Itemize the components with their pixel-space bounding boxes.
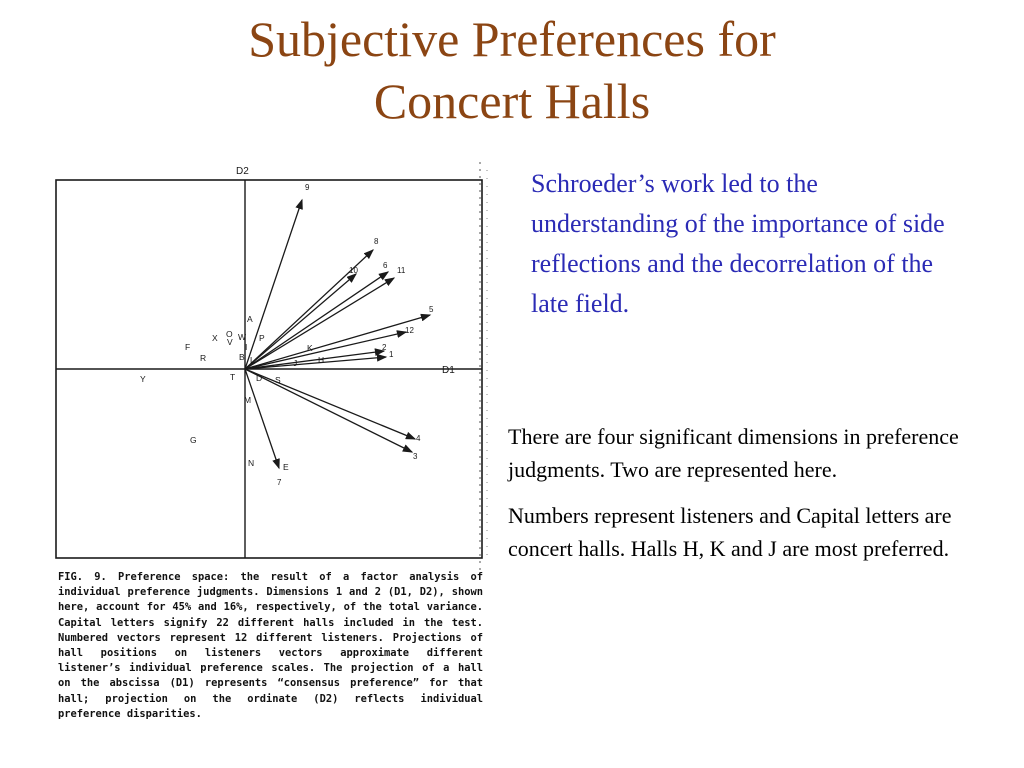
- hall-label-W: W: [238, 332, 247, 342]
- listener-label-4: 4: [416, 434, 421, 443]
- hall-label-X: X: [212, 333, 218, 343]
- listener-vector-4: [245, 369, 415, 439]
- listener-label-9: 9: [305, 183, 310, 192]
- listener-vector-3: [245, 369, 412, 452]
- hall-label-N: N: [248, 458, 255, 468]
- body-text-block: [508, 420, 998, 578]
- slide-title-line-1: Subjective Preferences for: [248, 11, 776, 67]
- preference-space-plot: [40, 160, 500, 580]
- hall-label-D: D: [256, 373, 263, 383]
- slide-title-line-2: Concert Halls: [373, 73, 651, 129]
- hall-label-S: S: [275, 375, 281, 385]
- listener-label-11: 11: [397, 266, 406, 275]
- hall-label-R: R: [200, 353, 207, 363]
- hall-label-O: O: [226, 329, 233, 339]
- highlight-paragraph: Schroeder’s work led to the understanding of the importance of side reflections and the decorrelation of the late field.: [531, 169, 945, 318]
- hall-label-H: H: [318, 355, 325, 365]
- hall-label-K: K: [307, 343, 313, 353]
- hall-label-J: J: [293, 358, 298, 368]
- caption-fig-label: FIG. 9.: [58, 571, 107, 583]
- hall-label-I: I: [245, 342, 248, 352]
- hall-label-M: M: [244, 395, 252, 405]
- body-paragraph-1: There are four significant dimensions in preference judgments. Two are represented here.: [508, 424, 959, 482]
- hall-label-Y: Y: [140, 374, 146, 384]
- listener-vectors: [245, 183, 434, 487]
- hall-label-V: V: [227, 337, 233, 347]
- listener-label-6: 6: [383, 261, 388, 270]
- body-paragraph-2: Numbers represent listeners and Capital letters are concert halls. Halls H, K and J are most preferred.: [508, 503, 952, 561]
- hall-label-P: P: [259, 333, 265, 343]
- listener-vector-2: [245, 351, 384, 369]
- hall-label-L: L: [250, 355, 255, 365]
- listener-label-8: 8: [374, 237, 379, 246]
- listener-label-2: 2: [382, 343, 387, 352]
- listener-vector-9: [245, 200, 302, 369]
- listener-label-12: 12: [405, 326, 414, 335]
- listener-label-5: 5: [429, 305, 434, 314]
- hall-label-T: T: [230, 372, 236, 382]
- listener-label-3: 3: [413, 452, 418, 461]
- hall-label-F: F: [185, 342, 191, 352]
- axis-label-d2: D2: [236, 166, 249, 177]
- caption-text: Preference space: the result of a factor analysis of individual preference judgments. Dimensions 1 and 2 (D1, D2), shown here, account for 45% and 16%, respectively, of the total variance. Capital letters signify 22 different halls included in the test. Numbered vectors represent 12 different listeners. Projections of hall positions on listeners vectors approximate different listener’s individual preference scales. The projection of a hall on the abscissa (D1) represents “consensus preference” for that hall; projection on the ordinate (D2) reflects individual preference disparities.: [58, 571, 484, 720]
- slide-title: [0, 8, 1024, 132]
- figure-caption: [58, 570, 483, 722]
- hall-label-B: B: [239, 352, 245, 362]
- hall-label-E: E: [283, 462, 289, 472]
- listener-label-10: 10: [349, 266, 358, 275]
- listener-vector-6: [245, 272, 388, 369]
- hall-label-A: A: [247, 314, 253, 324]
- hall-label-G: G: [190, 435, 197, 445]
- axis-label-d1: D1: [442, 365, 455, 376]
- listener-label-7: 7: [277, 478, 282, 487]
- listener-label-1: 1: [389, 350, 394, 359]
